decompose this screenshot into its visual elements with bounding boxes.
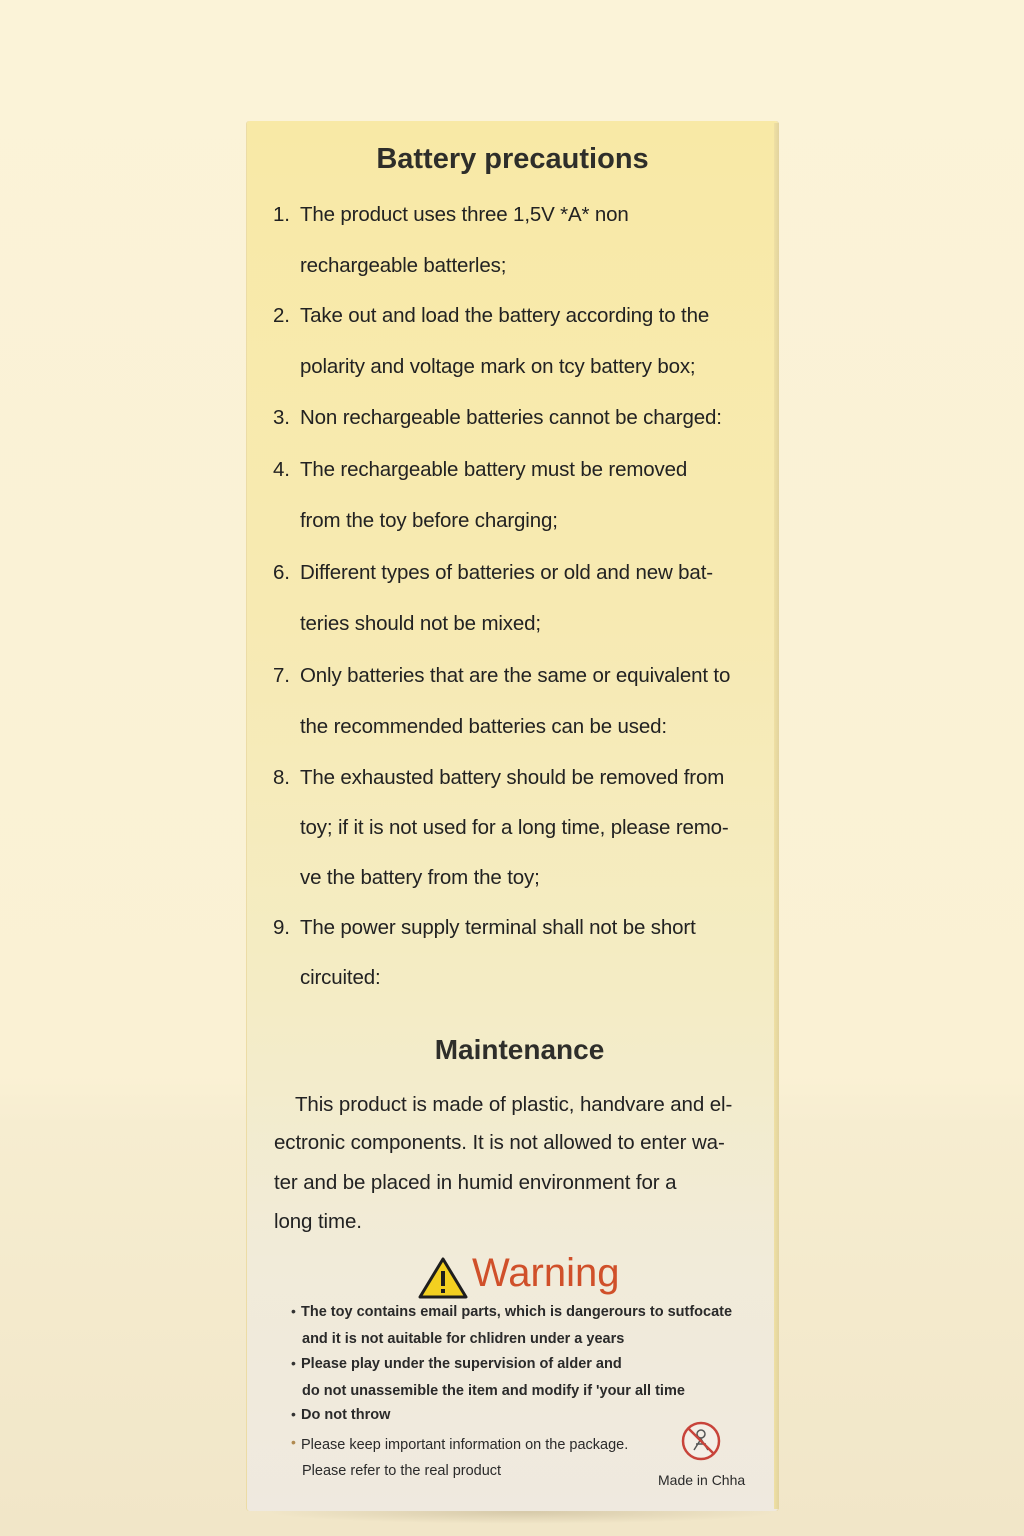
item-line: The power supply terminal shall not be short [300,916,696,939]
item-line: circuited: [300,966,381,989]
item-line: The exhausted battery should be removed from [300,766,725,789]
item-number: 7. [273,664,290,687]
item-line: Different types of batteries or old and new bat- [300,561,713,584]
item-line: Only batteries that are the same or equivalent to [300,664,731,687]
item-line: the recommended batteries can be used: [300,715,667,738]
warning-line: and it is not auitable for chlidren under a years [302,1331,625,1347]
warning-title: Warning [472,1251,620,1295]
item-line: Non rechargeable batteries cannot be charged: [300,406,722,429]
warning-line: The toy contains email parts, which is dangerours to sutfocate [301,1304,733,1320]
item-number: 9. [273,916,290,939]
item-number: 3. [273,406,290,429]
bullet-dot: • [291,1303,296,1319]
maintenance-line: long time. [274,1210,362,1233]
item-number: 2. [273,304,290,327]
warning-line: Please keep important information on the package. [301,1437,629,1453]
item-line: polarity and voltage mark on tcy battery box; [300,355,696,378]
item-line: from the toy before charging; [300,509,558,532]
item-number: 1. [273,203,290,226]
maintenance-title: Maintenance [434,1034,605,1065]
item-line: The rechargeable battery must be removed [300,458,688,481]
warning-triangle-icon [417,1256,469,1300]
item-number: 4. [273,458,290,481]
product-box-edge [774,123,779,1509]
warning-line: Do not throw [301,1407,391,1423]
item-line: Take out and load the battery according to the [300,304,710,327]
no-small-parts-icon [680,1420,722,1462]
bullet-dot: • [291,1406,296,1422]
item-number: 8. [273,766,290,789]
maintenance-line: ter and be placed in humid environment for a [274,1171,677,1194]
item-line: rechargeable batterles; [300,254,507,277]
warning-line: do not unassemible the item and modify if 'your all time [302,1383,685,1399]
warning-line: Please refer to the real product [302,1463,502,1479]
warning-line: Please play under the supervision of alder and [301,1356,622,1372]
made-in-label: Made in Chha [658,1472,746,1488]
item-line: teries should not be mixed; [300,612,541,635]
bullet-dot: • [291,1355,296,1371]
battery-precautions-title: Battery precautions [376,143,649,175]
maintenance-line: ectronic components. It is not allowed to enter wa- [274,1131,725,1154]
maintenance-line: This product is made of plastic, handvare and el- [295,1093,733,1116]
item-line: toy; if it is not used for a long time, please remo- [300,816,729,839]
item-line: The product uses three 1,5V *A* non [300,203,629,226]
item-line: ve the battery from the toy; [300,866,540,889]
item-number: 6. [273,561,290,584]
bullet-dot: • [291,1434,296,1450]
